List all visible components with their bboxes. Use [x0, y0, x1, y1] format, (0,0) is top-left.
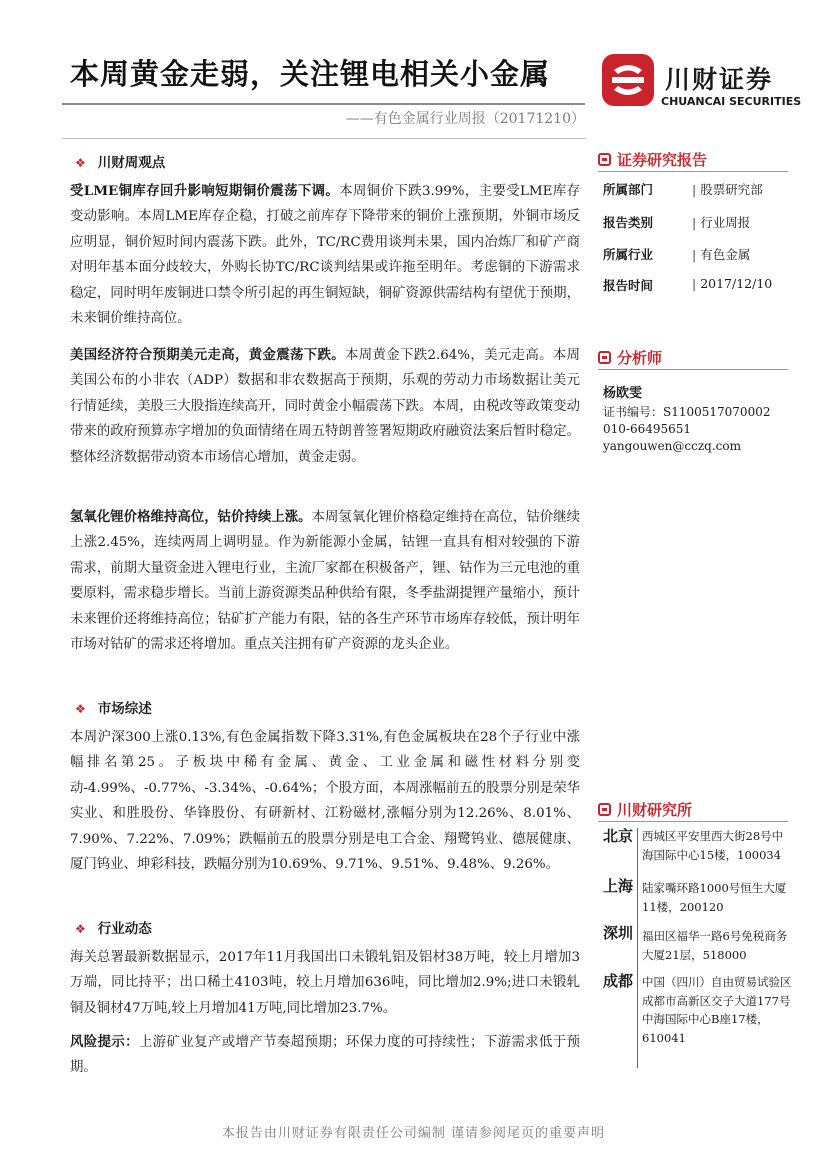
meta-label-industry: 所属行业: [603, 247, 654, 262]
meta-value-industry: | 有色金属: [692, 245, 750, 263]
sidebar-divider: [598, 821, 788, 822]
diamond-bullet-icon: ❖: [75, 702, 86, 716]
office-list-rule: [637, 828, 638, 1068]
institute-icon: [598, 803, 611, 816]
company-logo-icon: [602, 54, 654, 106]
paragraph-lead: 美国经济符合预期美元走高，黄金震荡下跌。: [70, 347, 345, 363]
section-heading-view: ❖ 川财周观点: [75, 155, 166, 171]
report-icon: [598, 153, 611, 166]
title-divider: [62, 103, 585, 105]
office-city-shenzhen: 深圳: [603, 924, 634, 942]
analyst-email[interactable]: yangouwen@cczq.com: [603, 439, 741, 453]
paragraph-market: [70, 725, 580, 877]
office-city-shanghai: 上海: [603, 877, 634, 895]
meta-value-date: | 2017/12/10: [692, 276, 772, 291]
office-address-shenzhen: 福田区福华一路6号免税商务大厦21层，518000: [642, 929, 788, 962]
paragraph-lead: 氢氧化锂价格维持高位，钴价持续上涨。: [70, 509, 312, 525]
sidebar-heading-analyst: 分析师: [598, 347, 662, 368]
company-name-cn: 川财证券: [665, 65, 774, 94]
diamond-bullet-icon: ❖: [75, 156, 86, 170]
paragraph-body: 本周沪深300上涨0.13%,有色金属指数下降3.31%,有色金属板块在28个子行业中涨幅排名第25。子板块中稀有金属、黄金、工业金属和磁性材料分别变动-4.99%、-0.77%、-3.34%、-0.64%；个股方面，本周涨幅前五的股票分别是荣华实业、和胜股份、华锋股份、有研新材、江粉磁材,涨幅分别为12.26%、8.01%、7.90%、7.22%、7.09%；跌幅前五的股票分别是电工合金、翔鹭钨业、德展健康、厦门钨业、坤彩科技，跌幅分别为10.69%、9.71%、9.51%、9.48%、9.26%。: [70, 730, 580, 873]
sidebar-heading-report: 证券研究报告: [598, 149, 707, 170]
meta-label-department: 所属部门: [603, 182, 654, 197]
diamond-bullet-icon: ❖: [75, 922, 86, 936]
analyst-cert: 证书编号：S1100517070002: [603, 405, 771, 419]
paragraph-risk: [70, 1030, 580, 1081]
meta-value-category: | 行业周报: [692, 213, 750, 231]
paragraph-lithium-cobalt: [70, 505, 580, 657]
sidebar-divider: [598, 369, 788, 370]
page-footer: 本报告由川财证券有限责任公司编制 谨请参阅尾页的重要声明: [221, 1126, 606, 1141]
report-subtitle: ——有色金属行业周报（20171210）: [345, 111, 585, 127]
meta-label-category: 报告类别: [603, 215, 654, 230]
section-heading-industry: ❖ 行业动态: [75, 921, 152, 937]
paragraph-body: 本周铜价下跌3.99%，主要受LME库存变动影响。本周LME库存企稳，打破之前库存下降带来的铜价上涨预期，外铜市场反应明显，铜价短时间内震荡下跌。此外，TC/RC费用谈判未果，国内冶炼厂和矿产商对明年基本面分歧较大，外购长协TC/RC谈判结果或许拖至明年。考虑铜的下游需求稳定，同时明年废铜进口禁令所引起的再生铜短缺，铜矿资源供需结构有望优于预期，未来铜价维持高位。: [70, 184, 580, 327]
report-title: 本周黄金走弱，关注锂电相关小金属: [70, 57, 551, 91]
analyst-icon: [598, 351, 611, 364]
paragraph-body: 上游矿业复产或增产节奏超预期；环保力度的可持续性；下游需求低于预期。: [70, 1035, 581, 1076]
meta-label-date: 报告时间: [603, 278, 654, 293]
office-address-beijing: 西城区平安里西大街28号中海国际中心15楼，100034: [642, 829, 784, 862]
analyst-name: 杨欧雯: [603, 386, 643, 401]
office-city-beijing: 北京: [603, 827, 634, 845]
analyst-phone: 010-66495651: [603, 422, 692, 436]
office-address-shanghai: 陆家嘴环路1000号恒生大厦11楼，200120: [642, 881, 787, 914]
paragraph-body: 海关总署最新数据显示，2017年11月我国出口未锻轧铝及铝材38万吨，较上月增加3万端，同比持平；出口稀土4103吨，较上月增加636吨，同比增加2.9%;进口未锻轧铜及铜材47万吨,较上月增加41万吨,同比增加23.7%。: [70, 950, 580, 1016]
meta-value-department: | 股票研究部: [692, 180, 763, 198]
company-name-en: CHUANCAI SECURITIES: [661, 95, 802, 108]
paragraph-lead: 风险提示：: [70, 1034, 139, 1050]
section-heading-market: ❖ 市场综述: [75, 701, 152, 717]
sidebar-heading-institute: 川财研究所: [598, 799, 692, 820]
office-address-chengdu: 中国（四川）自由贸易试验区成都市高新区交子大道177号中海国际中心B座17楼，610041: [642, 975, 792, 1045]
paragraph-body: 本周黄金下跌2.64%，美元走高。本周美国公布的小非农（ADP）数据和非农数据高于预期，乐观的劳动力市场数据让美元行情延续，美股三大股指连续高开，同时黄金小幅震荡下跌。本周，由税改等政策变动带来的政府预算赤字增加的负面情绪在周五特朗普签署短期政府融资法案后暂时稳定。整体经济数据带动资本市场信心增加，黄金走弱。: [70, 348, 581, 465]
paragraph-industry: [70, 945, 580, 1021]
paragraph-body: 本周氢氧化锂价格稳定维持在高位，钴价继续上涨2.45%，连续两周上调明显。作为新能源小金属，钴锂一直具有相对较强的下游需求，前期大量资金进入锂电行业，主流厂家都在积极备产，锂、钴作为三元电池的重要原料，需求稳步增长。当前上游资源类品种供给有限，冬季盐湖提锂产量缩小，预计未来锂价还将维持高位；钴矿扩产能力有限，钴的各生产环节市场库存较低，预计明年市场对钴矿的需求还将增加。重点关注拥有矿产资源的龙头企业。: [70, 510, 580, 653]
paragraph-copper: [70, 179, 580, 331]
paragraph-lead: 受LME铜库存回升影响短期铜价震荡下调。: [70, 183, 340, 199]
office-city-chengdu: 成都: [603, 972, 634, 990]
sidebar-divider: [598, 171, 788, 172]
paragraph-gold: [70, 343, 580, 470]
content-divider: [62, 138, 586, 139]
